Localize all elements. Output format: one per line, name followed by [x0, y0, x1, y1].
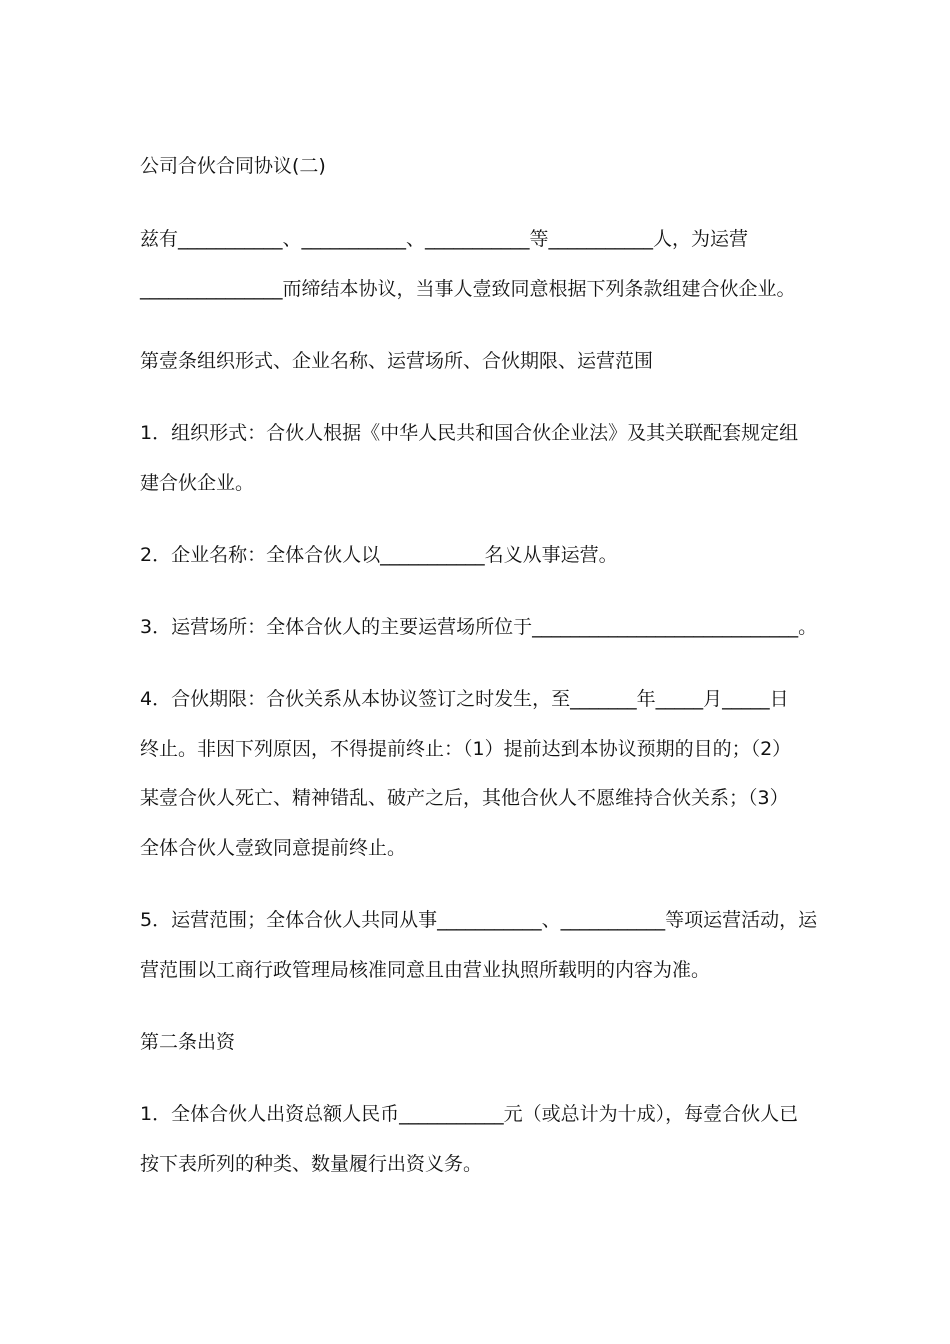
paragraph-line: 营范围以工商行政管理局核准同意且由营业执照所载明的内容为准。 [140, 959, 711, 981]
paragraph-line: 5．运营范围；全体合伙人共同从事___________、___________等项运营活动，运 [140, 909, 818, 931]
paragraph-line: 全体合伙人壹致同意提前终止。 [140, 837, 407, 859]
document-title: 公司合伙合同协议(二) [140, 155, 326, 177]
paragraph-line: 3．运营场所：全体合伙人的主要运营场所位于____________________________。 [140, 616, 818, 638]
paragraph-line: 2．企业名称：全体合伙人以___________名义从事运营。 [140, 544, 618, 566]
paragraph-line: 某壹合伙人死亡、精神错乱、破产之后，其他合伙人不愿维持合伙关系；（3） [140, 787, 789, 809]
paragraph-line: 按下表所列的种类、数量履行出资义务。 [140, 1153, 483, 1175]
section-heading: 第壹条组织形式、企业名称、运营场所、合伙期限、运营范围 [140, 350, 654, 372]
paragraph-line: 4．合伙期限：合伙关系从本协议签订之时发生，至_______年_____月_____日 [140, 688, 789, 710]
paragraph-line: 1．组织形式：合伙人根据《中华人民共和国合伙企业法》及其关联配套规定组 [140, 422, 799, 444]
paragraph-line: 终止。非因下列原因，不得提前终止：（1）提前达到本协议预期的目的；（2） [140, 738, 792, 760]
paragraph-line: _______________而缔结本协议，当事人壹致同意根据下列条款组建合伙企业。 [140, 278, 796, 300]
paragraph-line: 1．全体合伙人出资总额人民币___________元（或总计为十成），每壹合伙人已 [140, 1103, 799, 1125]
paragraph-line: 建合伙企业。 [140, 472, 255, 494]
paragraph-line: 兹有___________、___________、___________等___________人，为运营 [140, 228, 749, 250]
section-heading: 第二条出资 [140, 1031, 236, 1053]
